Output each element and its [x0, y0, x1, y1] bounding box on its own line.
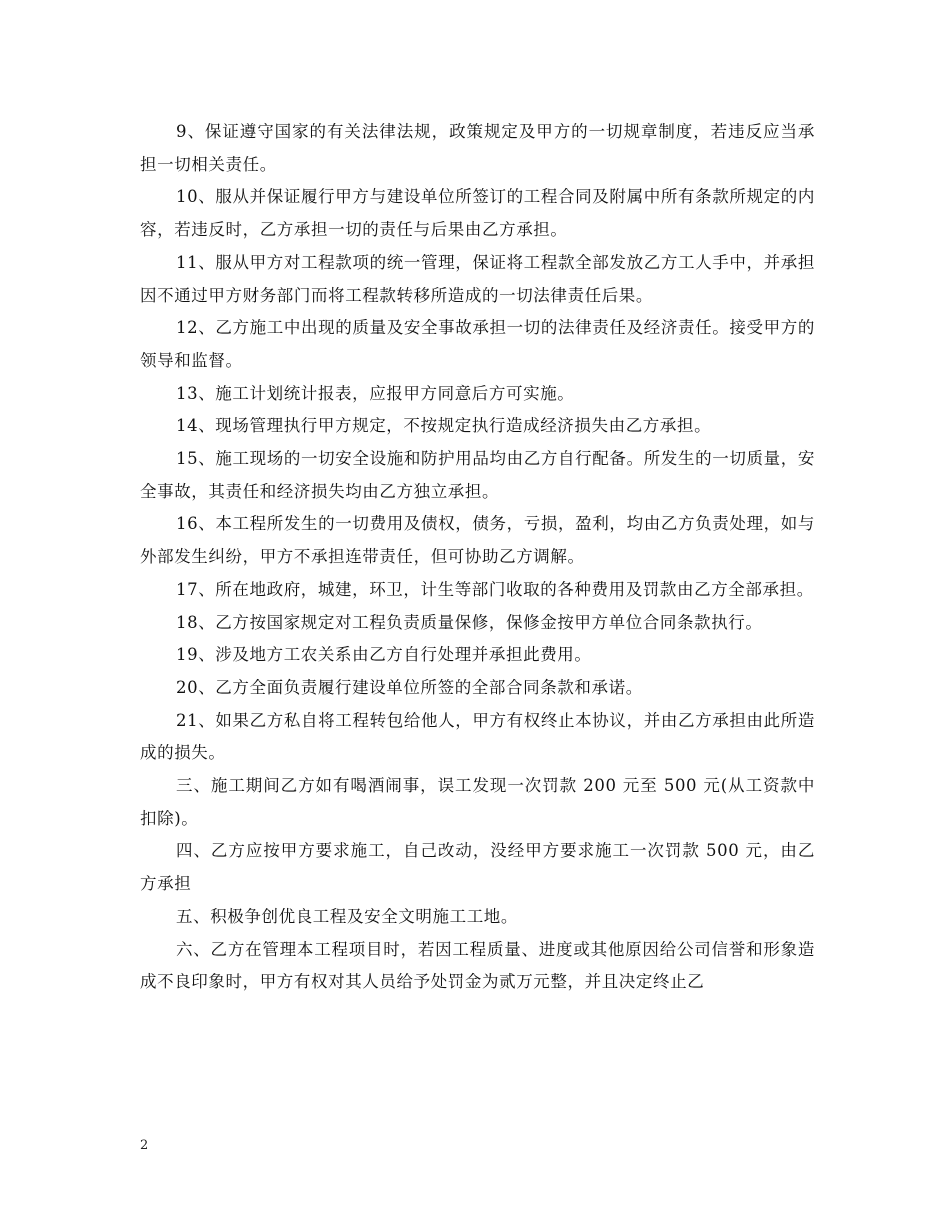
clause-18: 18、乙方按国家规定对工程负责质量保修，保修金按甲方单位合同条款执行。	[176, 612, 763, 632]
page-number: 2	[140, 1138, 149, 1153]
section-four: 四、乙方应按甲方要求施工，自己改动，没经甲方要求施工一次罚款 500 元，由乙方承担	[140, 841, 815, 894]
document-body	[140, 116, 815, 999]
clause-11: 11、服从甲方对工程款项的统一管理，保证将工程款全部发放乙方工人手中，并承担因不通过甲方财务部门而将工程款转移所造成的一切法律责任后果。	[140, 252, 815, 305]
clause-20: 20、乙方全面负责履行建设单位所签的全部合同条款和承诺。	[176, 677, 643, 697]
clause-21: 21、如果乙方私自将工程转包给他人，甲方有权终止本协议，并由乙方承担由此所造成的损失。	[140, 710, 815, 763]
clause-9: 9、保证遵守国家的有关法律法规，政策规定及甲方的一切规章制度，若违反应当承担一切相关责任。	[140, 122, 815, 174]
clause-10: 10、服从并保证履行甲方与建设单位所签订的工程合同及附属中所有条款所规定的内容，若违反时，乙方承担一切的责任与后果由乙方承担。	[140, 187, 815, 240]
clause-16: 16、本工程所发生的一切费用及债权，债务，亏损，盈利，均由乙方负责处理，如与外部发生纠纷，甲方不承担连带责任，但可协助乙方调解。	[140, 514, 815, 567]
clause-14: 14、现场管理执行甲方规定，不按规定执行造成经济损失由乙方承担。	[176, 416, 712, 436]
section-three: 三、施工期间乙方如有喝酒闹事，误工发现一次罚款 200 元至 500 元(从工资款中扣除)。	[140, 776, 815, 828]
clause-13: 13、施工计划统计报表，应报甲方同意后方可实施。	[176, 383, 575, 403]
section-six: 六、乙方在管理本工程项目时，若因工程质量、进度或其他原因给公司信誉和形象造成不良印象时，甲方有权对其人员给予处罚金为贰万元整，并且决定终止乙	[140, 939, 815, 992]
section-five: 五、积极争创优良工程及安全文明施工工地。	[176, 906, 518, 926]
clause-15: 15、施工现场的一切安全设施和防护用品均由乙方自行配备。所发生的一切质量，安全事故，其责任和经济损失均由乙方独立承担。	[140, 449, 815, 501]
clause-12: 12、乙方施工中出现的质量及安全事故承担一切的法律责任及经济责任。接受甲方的领导和监督。	[140, 318, 815, 370]
clause-19: 19、涉及地方工农关系由乙方自行处理并承担此费用。	[176, 645, 592, 665]
clause-17: 17、所在地政府，城建，环卫，计生等部门收取的各种费用及罚款由乙方全部承担。	[176, 579, 814, 599]
